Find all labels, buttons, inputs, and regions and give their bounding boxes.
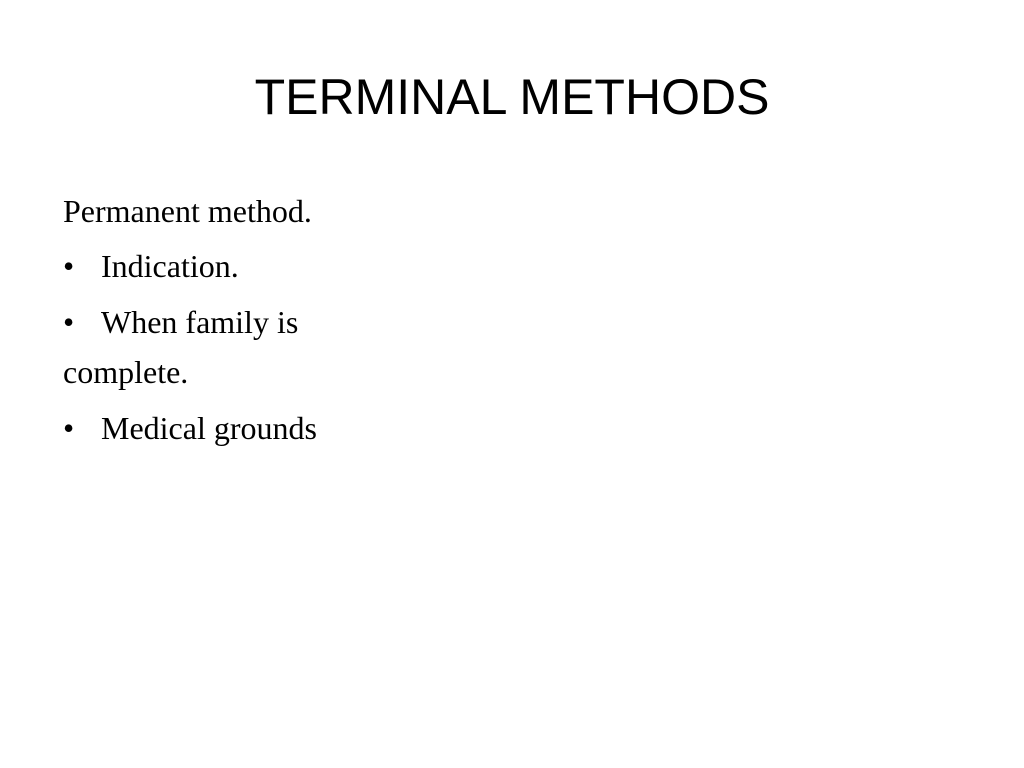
bullet-item <box>63 297 393 397</box>
bullet-text: When family is complete. <box>63 304 299 390</box>
bullet-text: Indication. <box>101 248 239 284</box>
bullet-item <box>63 403 393 453</box>
slide-body <box>63 186 393 459</box>
slide-title: TERMINAL METHODS <box>254 69 770 125</box>
bullet-icon: • <box>63 410 75 446</box>
bullet-list <box>63 241 393 453</box>
intro-text: Permanent method. <box>63 193 312 229</box>
bullet-icon: • <box>63 248 75 284</box>
bullet-icon: • <box>63 304 75 340</box>
bullet-text: Medical grounds <box>101 410 317 446</box>
bullet-item <box>63 241 393 291</box>
